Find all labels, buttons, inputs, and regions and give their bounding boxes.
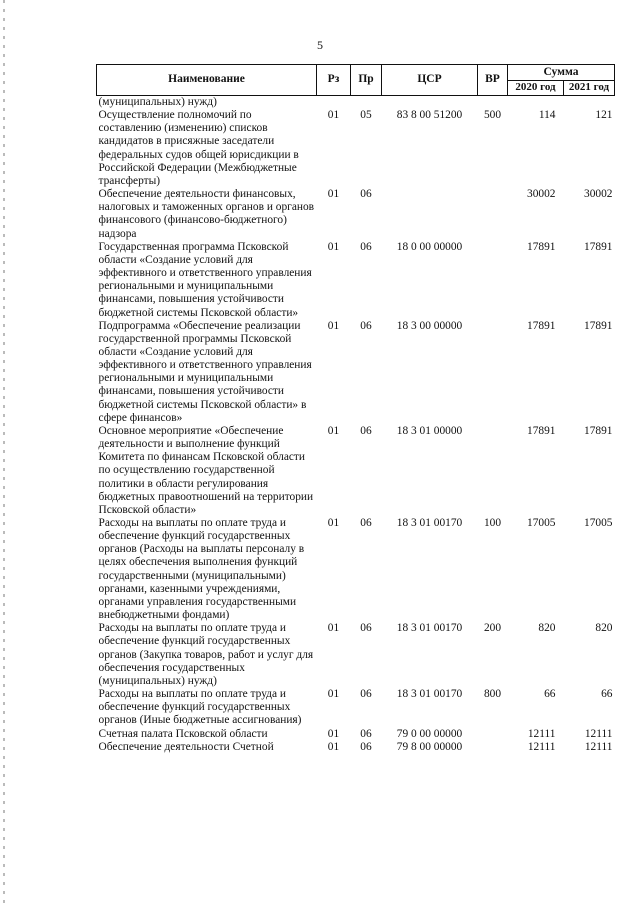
row-rz: 01 <box>327 188 340 201</box>
table-row <box>97 188 615 241</box>
row-vr <box>478 241 508 320</box>
row-sum-2020: 12111 <box>527 727 556 740</box>
header-vr: ВР <box>478 65 508 96</box>
page-number: 5 <box>317 38 323 52</box>
header-year-2020: 2020 год <box>508 81 564 96</box>
row-rz: 01 <box>327 688 340 701</box>
row-name: Основное мероприятие «Обеспечение деятельности и выполнение функций Комитета по финансам Псковской области по осуществлению государственной политики в области регулирования бюджетных правоотношений на территории Псковской области» <box>98 424 314 516</box>
row-name: Государственная программа Псковской области «Создание условий для эффективного и ответственного управления региональными и муниципальными финансами, повышения устойчивости бюджетной системы Псковской области» <box>98 240 312 319</box>
row-sum-2020: 30002 <box>527 188 556 201</box>
row-pr: 06 <box>360 188 372 201</box>
row-pr: 05 <box>360 109 372 122</box>
row-vr <box>478 188 508 241</box>
table-row <box>97 241 615 320</box>
table-row <box>97 622 615 688</box>
row-vr <box>478 741 508 754</box>
row-name: Подпрограмма «Обеспечение реализации государственной программы Псковской области «Создание условий для эффективного и ответственного управления региональными и муниципальными финансами, повышения устойчивости бюджетной системы Псковской области» в сфере финансов» <box>98 319 312 424</box>
table-row <box>97 96 615 110</box>
row-sum-2021: 17891 <box>584 240 613 253</box>
header-rz: Рз <box>317 65 351 96</box>
row-rz: 01 <box>327 424 340 437</box>
row-sum-2020: 17005 <box>527 517 556 529</box>
row-sum-2020: 66 <box>544 688 556 701</box>
row-pr: 06 <box>360 240 372 253</box>
row-csr: 79 0 00 00000 <box>396 727 463 740</box>
row-sum-2021: 30002 <box>584 188 613 201</box>
header-csr: ЦСР <box>382 65 478 96</box>
row-sum-2021: 17891 <box>584 319 613 332</box>
row-name: Расходы на выплаты по оплате труда и обеспечение функций государственных органов (Иные бюджетные ассигнования) <box>98 688 302 727</box>
row-rz <box>317 96 351 110</box>
table-row <box>97 425 615 517</box>
table-row <box>97 688 615 727</box>
row-rz: 01 <box>327 240 340 253</box>
table-header <box>97 65 615 96</box>
row-csr: 18 3 00 00000 <box>396 319 463 332</box>
row-sum-2020 <box>508 96 564 110</box>
header-sum: Сумма <box>508 65 615 81</box>
row-sum-2021: 17891 <box>584 424 613 437</box>
row-pr: 06 <box>360 319 372 332</box>
row-name: Обеспечение деятельности финансовых, налоговых и таможенных органов и органов финансового (финансово-бюджетного) надзора <box>98 188 315 240</box>
row-pr: 06 <box>360 517 372 529</box>
row-vr <box>478 96 508 110</box>
row-sum-2021: 12111 <box>584 740 613 753</box>
table-row <box>97 109 615 188</box>
row-pr: 06 <box>360 688 372 701</box>
row-vr: 800 <box>483 688 502 701</box>
row-vr: 100 <box>483 517 502 529</box>
row-pr: 06 <box>360 622 372 635</box>
row-csr <box>382 96 478 110</box>
row-vr: 500 <box>483 109 502 122</box>
row-csr <box>382 188 478 241</box>
row-name: Осуществление полномочий по составлению (изменению) списков кандидатов в присяжные заседатели федеральных судов общей юрисдикции в Российской Федерации (Межбюджетные трансферты) <box>98 109 299 187</box>
row-sum-2021: 17005 <box>584 517 613 529</box>
row-name: Обеспечение деятельности Счетной <box>98 740 274 753</box>
row-vr <box>478 425 508 517</box>
row-sum-2020: 820 <box>538 622 556 635</box>
row-sum-2021: 66 <box>601 688 613 701</box>
row-csr: 18 3 01 00000 <box>396 424 463 437</box>
row-vr <box>478 320 508 425</box>
scan-edge <box>3 0 5 905</box>
row-pr <box>351 96 382 110</box>
header-year-2021: 2021 год <box>564 81 615 96</box>
header-name: Наименование <box>97 65 317 96</box>
row-sum-2021: 12111 <box>584 727 613 740</box>
header-pr: Пр <box>351 65 382 96</box>
budget-table <box>96 64 615 754</box>
table-row <box>97 320 615 425</box>
row-sum-2021 <box>564 96 615 110</box>
row-pr: 06 <box>360 727 372 740</box>
row-sum-2020: 17891 <box>527 240 556 253</box>
row-csr: 18 3 01 00170 <box>396 517 463 529</box>
table-row <box>97 741 615 754</box>
row-csr: 18 3 01 00170 <box>396 622 463 635</box>
row-name: Расходы на выплаты по оплате труда и обеспечение функций государственных органов (Закупка товаров, работ и услуг для обеспечения государственных (муниципальных) нужд) <box>98 622 314 687</box>
table-row <box>97 517 615 622</box>
row-name: Счетная палата Псковской области <box>98 727 268 740</box>
row-csr: 18 3 01 00170 <box>396 688 463 701</box>
row-sum-2020: 17891 <box>527 319 556 332</box>
row-name: (муниципальных) нужд) <box>98 96 217 108</box>
row-sum-2020: 17891 <box>527 424 556 437</box>
table-row <box>97 728 615 741</box>
row-sum-2020: 114 <box>538 109 556 122</box>
row-csr: 79 8 00 00000 <box>396 740 463 753</box>
row-vr: 200 <box>483 622 502 635</box>
row-csr: 18 0 00 00000 <box>396 240 463 253</box>
row-rz: 01 <box>327 740 340 753</box>
table-body <box>97 96 615 754</box>
row-rz: 01 <box>327 727 340 740</box>
row-vr <box>478 728 508 741</box>
row-csr: 83 8 00 51200 <box>396 109 463 122</box>
row-rz: 01 <box>327 109 340 122</box>
row-rz: 01 <box>327 517 340 529</box>
row-sum-2021: 121 <box>595 109 613 122</box>
row-sum-2020: 12111 <box>527 740 556 753</box>
row-pr: 06 <box>360 424 372 437</box>
row-name: Расходы на выплаты по оплате труда и обеспечение функций государственных органов (Расходы на выплаты персоналу в целях обеспечения выполнения функций государственными (муниципальными) органами, казенными учреждениями, органами управления государственными внебюджетными фондами) <box>98 517 305 622</box>
row-rz: 01 <box>327 319 340 332</box>
row-sum-2021: 820 <box>595 622 613 635</box>
row-pr: 06 <box>360 740 372 753</box>
row-rz: 01 <box>327 622 340 635</box>
